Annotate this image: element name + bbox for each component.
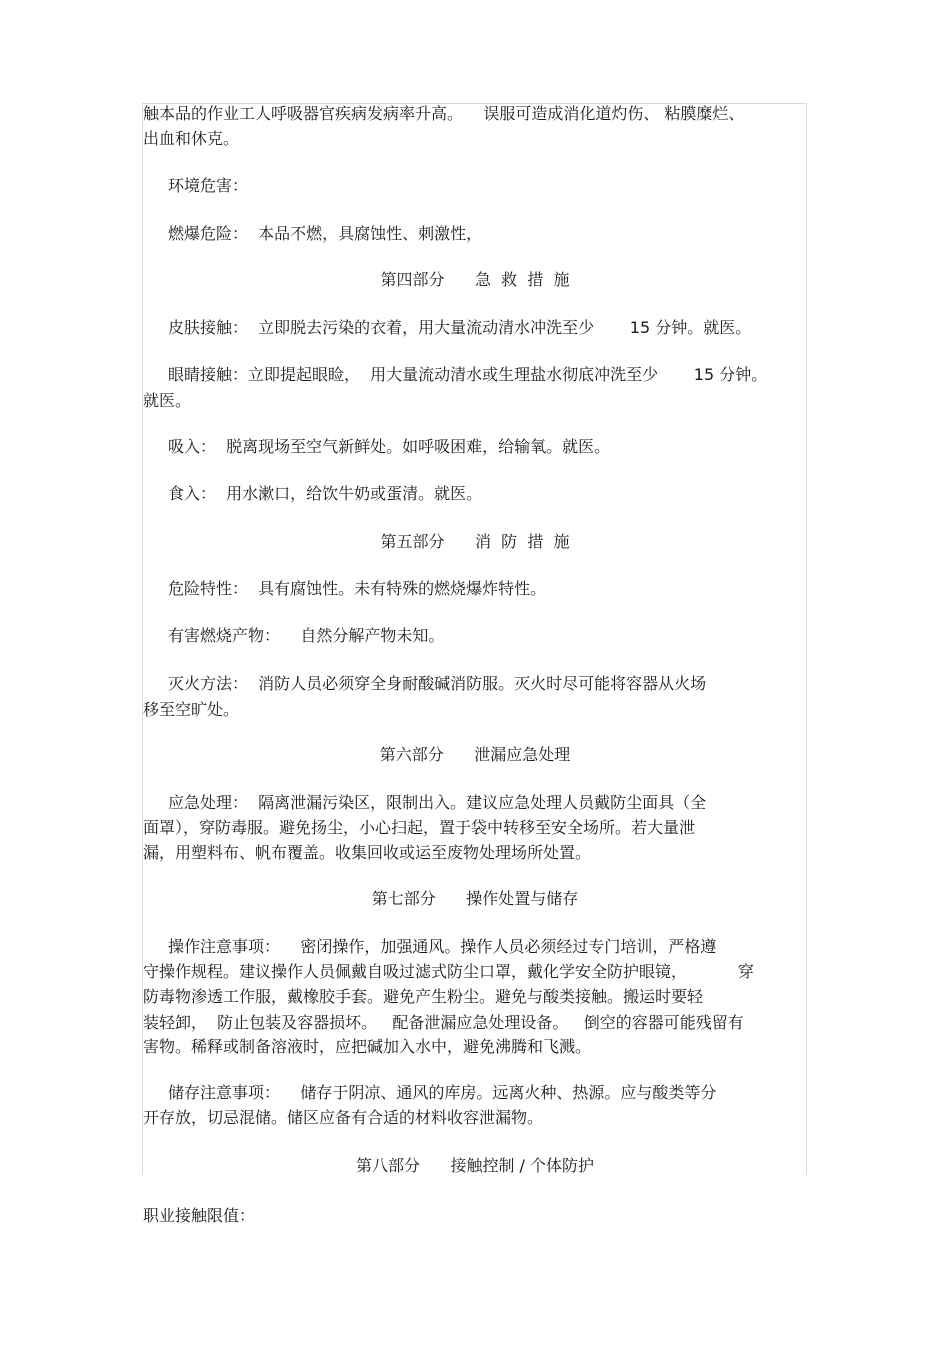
section-heading-5: 第五部分 消 防 措 施: [380, 532, 570, 551]
text-line: 害物。稀释或制备溶液时，应把碱加入水中，避免沸腾和飞溅。: [143, 1037, 592, 1056]
handling-line: 操作注意事项： 密闭操作，加强通风。操作人员必须经过专门培训，严格遵: [168, 937, 717, 956]
text-line: 就医。: [143, 391, 192, 410]
eye-contact-line: 眼睛接触：立即提起眼睑， 用大量流动清水或生理盐水彻底冲洗至少 15 分钟。: [168, 365, 768, 384]
text-line: 面罩），穿防毒服。避免扬尘，小心扫起，置于袋中转移至安全场所。若大量泄: [143, 818, 696, 837]
text-line: 防毒物渗透工作服，戴橡胶手套。避免产生粉尘。避免与酸类接触。搬运时要轻: [143, 987, 704, 1006]
text-line: 出血和休克。: [143, 129, 240, 148]
ingestion-line: 食入： 用水漱口，给饮牛奶或蛋清。就医。: [168, 484, 483, 503]
text-line: 开存放，切忌混储。储区应备有合适的材料收容泄漏物。: [143, 1108, 544, 1127]
fire-hazard-line: 燃爆危险： 本品不燃，具腐蚀性、刺激性，: [168, 224, 483, 243]
extinguish-method-line: 灭火方法： 消防人员必须穿全身耐酸碱消防服。灭火时尽可能将容器从火场: [168, 674, 707, 693]
text-line: 漏，用塑料布、帆布覆盖。收集回收或运至废物处理场所处置。: [143, 843, 592, 862]
text-line: 触本品的作业工人呼吸器官疾病发病率升高。 误服可造成消化道灼伤、 粘膜糜烂、: [143, 104, 745, 123]
inhalation-line: 吸入： 脱离现场至空气新鲜处。如呼吸困难，给输氧。就医。: [168, 437, 611, 456]
section-heading-6: 第六部分 泄漏应急处理: [379, 745, 571, 764]
section-heading-7: 第七部分 操作处置与储存: [371, 889, 579, 908]
page-frame-right: [806, 103, 807, 1175]
emergency-line: 应急处理： 隔离泄漏污染区，限制出入。建议应急处理人员戴防尘面具（全: [168, 793, 707, 812]
text-line: 移至空旷处。: [143, 700, 240, 719]
section-heading-8: 第八部分 接触控制 / 个体防护: [355, 1156, 595, 1175]
text-line: 守操作规程。建议操作人员佩戴自吸过滤式防尘口罩，戴化学安全防护眼镜， 穿: [143, 962, 754, 981]
exposure-limit-line: 职业接触限值：: [143, 1206, 256, 1225]
skin-contact-line: 皮肤接触： 立即脱去污染的衣着，用大量流动清水冲洗至少 15 分钟。就医。: [168, 318, 752, 337]
storage-line: 储存注意事项： 储存于阴凉、通风的库房。远离火种、热源。应与酸类等分: [168, 1083, 717, 1102]
section-heading-4: 第四部分 急 救 措 施: [380, 270, 570, 289]
hazard-property-line: 危险特性： 具有腐蚀性。未有特殊的燃烧爆炸特性。: [168, 579, 547, 598]
env-hazard-line: 环境危害：: [168, 176, 249, 195]
text-line: 装轻卸， 防止包装及容器损坏。 配备泄漏应急处理设备。 倒空的容器可能残留有: [143, 1013, 744, 1032]
combustion-product-line: 有害燃烧产物： 自然分解产物未知。: [168, 626, 445, 645]
